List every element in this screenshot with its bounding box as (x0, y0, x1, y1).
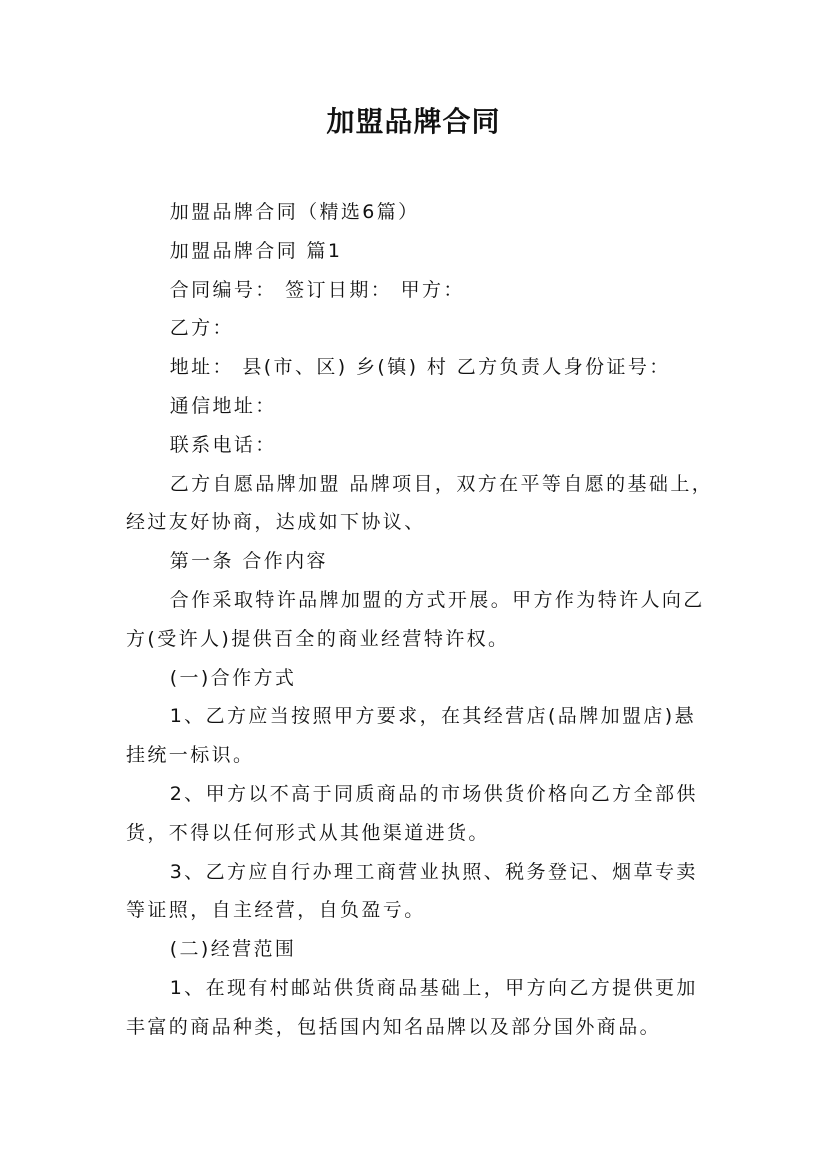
paragraph-article-one: 第一条 合作内容 (169, 550, 328, 573)
paragraph-cooperation-method-heading: (一)合作方式 (169, 666, 297, 689)
paragraph-scope-heading: (二)经营范围 (169, 938, 297, 961)
paragraph-address: 地址： 县(市、区) 乡(镇) 村 乙方负责人身份证号： (169, 356, 671, 379)
paragraph-contract-number: 合同编号： 签订日期： 甲方： (169, 278, 465, 301)
paragraph-phone: 联系电话： (169, 433, 277, 456)
paragraph-method-1: 1、乙方应当按照甲方要求，在其经营店(品牌加盟店)悬挂统一标识。 (126, 705, 697, 767)
paragraph-cooperation: 合作采取特许品牌加盟的方式开展。甲方作为特许人向乙方(受许人)提供百全的商业经营特许权。 (126, 588, 705, 650)
paragraph-scope-1: 1、在现有村邮站供货商品基础上，甲方向乙方提供更加丰富的商品种类，包括国内知名品牌以及部分国外商品。 (126, 976, 698, 1038)
paragraph-method-2: 2、甲方以不高于同质商品的市场供货价格向乙方全部供货，不得以任何形式从其他渠道进货。 (126, 782, 698, 844)
paragraph-mailing-address: 通信地址： (169, 394, 277, 417)
paragraph-subtitle: 加盟品牌合同（精选6篇） (169, 201, 420, 223)
paragraph-method-3: 3、乙方应自行办理工商营业执照、税务登记、烟草专卖等证照，自主经营，自负盈亏。 (126, 860, 698, 922)
paragraph-intro: 乙方自愿品牌加盟 品牌项目，双方在平等自愿的基础上，经过友好协商，达成如下协议、 (126, 472, 714, 534)
document-title: 加盟品牌合同 (326, 105, 501, 138)
document-body (126, 193, 716, 1047)
paragraph-party-b: 乙方： (169, 317, 234, 340)
paragraph-section-heading: 加盟品牌合同 篇1 (169, 239, 343, 262)
